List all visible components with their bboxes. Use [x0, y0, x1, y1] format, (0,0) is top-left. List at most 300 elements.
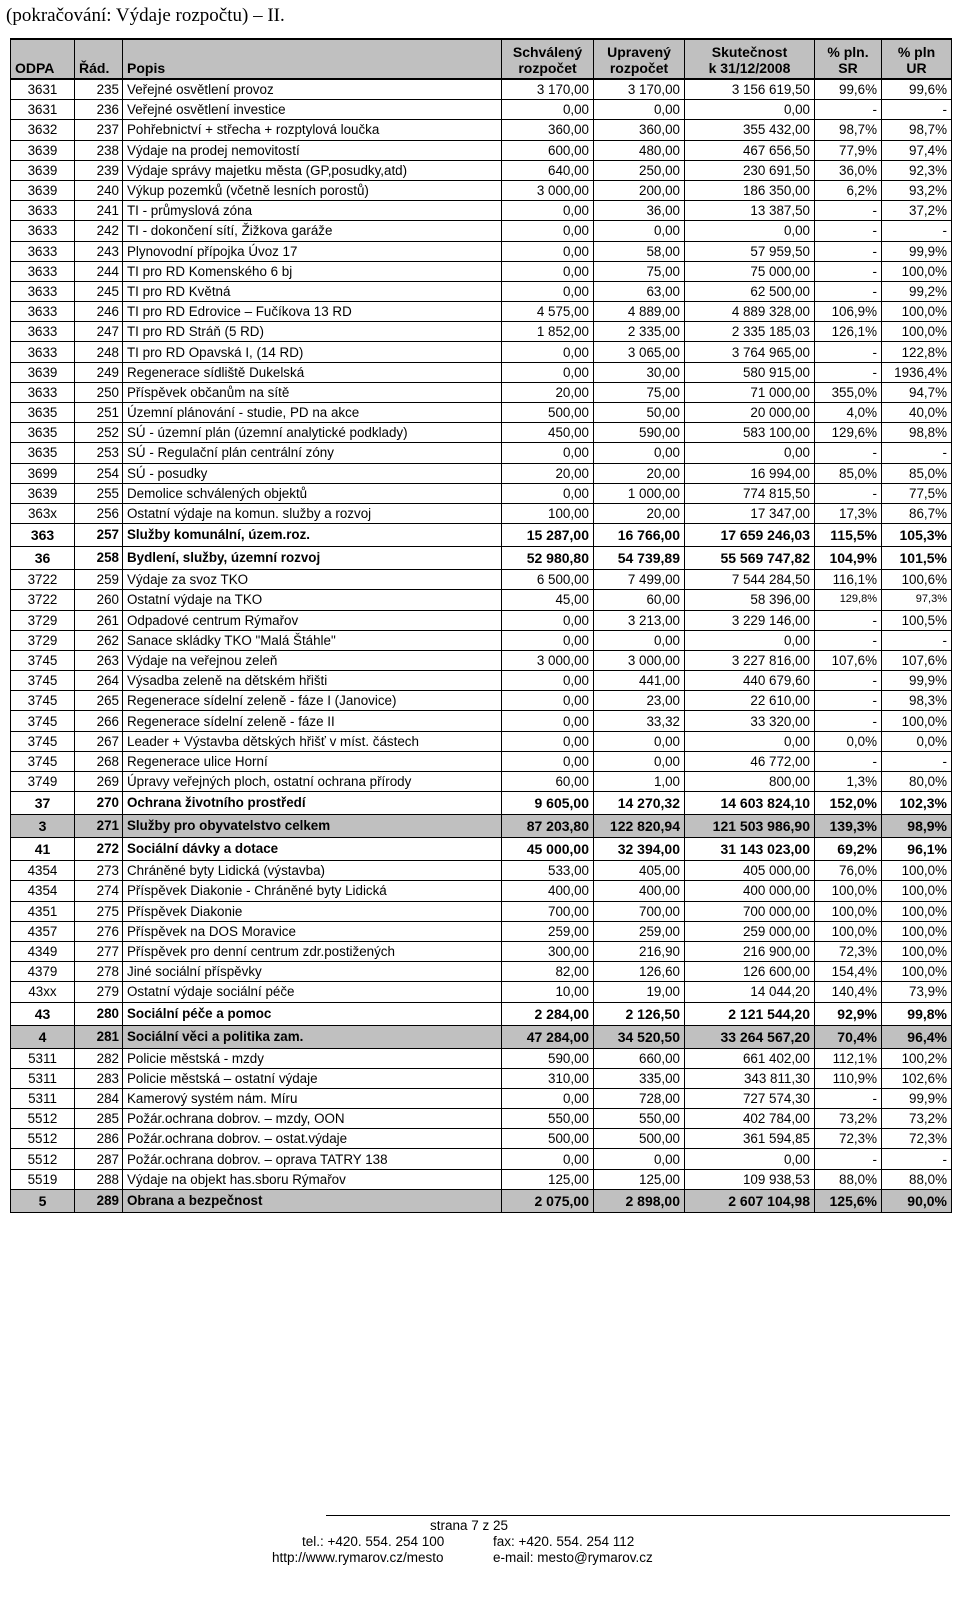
footer-website-link[interactable]: http://www.rymarov.cz/mesto: [272, 1550, 444, 1565]
table-row: [11, 731, 952, 751]
cell-upraveny: 0,00: [594, 751, 685, 771]
cell-skutecnost: 16 994,00: [685, 463, 815, 483]
cell-pln-sr: 72,3%: [815, 1129, 882, 1149]
table-row: [11, 861, 952, 881]
cell-schvaleny: 3 000,00: [502, 650, 594, 670]
footer-phone: tel.: +420. 554. 254 100: [302, 1534, 445, 1549]
cell-rad: 261: [75, 610, 123, 630]
cell-pln-sr: -: [815, 751, 882, 771]
cell-odpa: 5512: [11, 1149, 75, 1169]
cell-odpa: 3722: [11, 570, 75, 590]
cell-pln-ur: 73,9%: [882, 982, 952, 1002]
cell-upraveny: 63,00: [594, 281, 685, 301]
table-row: [11, 1189, 952, 1212]
cell-popis: Ostatní výdaje sociální péče: [123, 982, 502, 1002]
cell-pln-ur: 100,0%: [882, 322, 952, 342]
cell-upraveny: 16 766,00: [594, 524, 685, 547]
table-row: [11, 982, 952, 1002]
cell-skutecnost: 0,00: [685, 100, 815, 120]
cell-pln-sr: 104,9%: [815, 547, 882, 570]
cell-pln-ur: 77,5%: [882, 483, 952, 503]
cell-schvaleny: 0,00: [502, 342, 594, 362]
table-row: [11, 443, 952, 463]
cell-schvaleny: 0,00: [502, 711, 594, 731]
table-row: [11, 1002, 952, 1025]
cell-odpa: 4351: [11, 901, 75, 921]
header-skutecnost: [685, 39, 815, 79]
header-schvaleny-line1: Schválený: [512, 44, 583, 60]
footer-divider: [326, 1515, 950, 1516]
cell-pln-sr: 85,0%: [815, 463, 882, 483]
cell-skutecnost: 71 000,00: [685, 382, 815, 402]
cell-rad: 240: [75, 180, 123, 200]
header-pln-sr: [815, 39, 882, 79]
table-row: [11, 221, 952, 241]
cell-popis: Požár.ochrana dobrov. – mzdy, OON: [123, 1109, 502, 1129]
cell-odpa: 5512: [11, 1109, 75, 1129]
table-row: [11, 792, 952, 815]
cell-pln-ur: 88,0%: [882, 1169, 952, 1189]
cell-rad: 275: [75, 901, 123, 921]
cell-popis: SÚ - posudky: [123, 463, 502, 483]
cell-pln-ur: 100,0%: [882, 901, 952, 921]
cell-pln-ur: 73,2%: [882, 1109, 952, 1129]
cell-schvaleny: 2 075,00: [502, 1189, 594, 1212]
cell-pln-sr: -: [815, 1088, 882, 1108]
cell-rad: 248: [75, 342, 123, 362]
cell-rad: 280: [75, 1002, 123, 1025]
cell-skutecnost: 17 659 246,03: [685, 524, 815, 547]
cell-odpa: 3633: [11, 382, 75, 402]
cell-popis: Sanace skládky TKO "Malá Štáhle": [123, 630, 502, 650]
table-row: [11, 281, 952, 301]
cell-rad: 237: [75, 120, 123, 140]
cell-rad: 279: [75, 982, 123, 1002]
cell-skutecnost: 405 000,00: [685, 861, 815, 881]
table-row: [11, 711, 952, 731]
cell-pln-ur: 100,0%: [882, 941, 952, 961]
cell-pln-sr: -: [815, 342, 882, 362]
header-skutecnost-line2: k 31/12/2008: [708, 60, 791, 76]
cell-pln-sr: 4,0%: [815, 403, 882, 423]
cell-upraveny: 20,00: [594, 463, 685, 483]
cell-pln-ur: 98,8%: [882, 423, 952, 443]
cell-odpa: 3633: [11, 281, 75, 301]
table-row: [11, 261, 952, 281]
table-row: [11, 1149, 952, 1169]
cell-popis: Policie městská – ostatní výdaje: [123, 1068, 502, 1088]
cell-pln-sr: -: [815, 261, 882, 281]
cell-rad: 246: [75, 302, 123, 322]
cell-rad: 285: [75, 1109, 123, 1129]
cell-popis: Demolice schválených objektů: [123, 483, 502, 503]
cell-rad: 256: [75, 503, 123, 523]
cell-rad: 288: [75, 1169, 123, 1189]
cell-schvaleny: 0,00: [502, 241, 594, 261]
cell-odpa: 3639: [11, 483, 75, 503]
cell-pln-ur: 97,4%: [882, 140, 952, 160]
cell-pln-ur: 100,0%: [882, 861, 952, 881]
cell-schvaleny: 0,00: [502, 483, 594, 503]
cell-popis: Odpadové centrum Rýmařov: [123, 610, 502, 630]
cell-pln-sr: 1,3%: [815, 772, 882, 792]
cell-pln-sr: 115,5%: [815, 524, 882, 547]
cell-rad: 268: [75, 751, 123, 771]
cell-pln-ur: 100,0%: [882, 921, 952, 941]
cell-schvaleny: 0,00: [502, 731, 594, 751]
table-row: [11, 342, 952, 362]
cell-popis: TI pro RD Stráň (5 RD): [123, 322, 502, 342]
cell-odpa: 3635: [11, 443, 75, 463]
cell-pln-ur: 107,6%: [882, 650, 952, 670]
cell-rad: 260: [75, 590, 123, 610]
cell-upraveny: 19,00: [594, 982, 685, 1002]
cell-popis: Výdaje správy majetku města (GP,posudky,atd): [123, 160, 502, 180]
cell-popis: Služby pro obyvatelstvo celkem: [123, 815, 502, 838]
table-row: [11, 751, 952, 771]
cell-skutecnost: 583 100,00: [685, 423, 815, 443]
cell-pln-sr: -: [815, 1149, 882, 1169]
table-row: [11, 423, 952, 443]
cell-schvaleny: 600,00: [502, 140, 594, 160]
cell-skutecnost: 0,00: [685, 731, 815, 751]
table-header: [11, 39, 952, 79]
cell-popis: Ostatní výdaje na TKO: [123, 590, 502, 610]
cell-pln-sr: 355,0%: [815, 382, 882, 402]
cell-schvaleny: 533,00: [502, 861, 594, 881]
cell-upraveny: 14 270,32: [594, 792, 685, 815]
cell-pln-sr: -: [815, 610, 882, 630]
cell-schvaleny: 60,00: [502, 772, 594, 792]
cell-popis: Výsadba zeleně na dětském hřišti: [123, 671, 502, 691]
cell-pln-sr: 139,3%: [815, 815, 882, 838]
cell-schvaleny: 1 852,00: [502, 322, 594, 342]
table-row: [11, 941, 952, 961]
cell-rad: 262: [75, 630, 123, 650]
cell-rad: 247: [75, 322, 123, 342]
cell-skutecnost: 46 772,00: [685, 751, 815, 771]
cell-skutecnost: 186 350,00: [685, 180, 815, 200]
cell-schvaleny: 4 575,00: [502, 302, 594, 322]
cell-pln-ur: 0,0%: [882, 731, 952, 751]
cell-upraveny: 0,00: [594, 100, 685, 120]
cell-pln-sr: 88,0%: [815, 1169, 882, 1189]
table-row: [11, 1129, 952, 1149]
cell-schvaleny: 2 284,00: [502, 1002, 594, 1025]
cell-pln-ur: 100,2%: [882, 1048, 952, 1068]
table-row: [11, 691, 952, 711]
cell-pln-sr: 73,2%: [815, 1109, 882, 1129]
cell-pln-sr: -: [815, 483, 882, 503]
cell-pln-ur: -: [882, 221, 952, 241]
cell-upraveny: 0,00: [594, 630, 685, 650]
cell-schvaleny: 590,00: [502, 1048, 594, 1068]
cell-popis: Příspěvek Diakonie - Chráněné byty Lidická: [123, 881, 502, 901]
cell-schvaleny: 0,00: [502, 221, 594, 241]
cell-pln-ur: 72,3%: [882, 1129, 952, 1149]
cell-pln-sr: 107,6%: [815, 650, 882, 670]
cell-pln-sr: 129,8%: [815, 590, 882, 610]
cell-rad: 267: [75, 731, 123, 751]
cell-odpa: 3633: [11, 241, 75, 261]
cell-skutecnost: 0,00: [685, 443, 815, 463]
cell-rad: 273: [75, 861, 123, 881]
cell-pln-sr: 100,0%: [815, 921, 882, 941]
table-row: [11, 483, 952, 503]
cell-pln-sr: -: [815, 443, 882, 463]
cell-schvaleny: 259,00: [502, 921, 594, 941]
cell-skutecnost: 17 347,00: [685, 503, 815, 523]
cell-skutecnost: 62 500,00: [685, 281, 815, 301]
cell-odpa: 3633: [11, 221, 75, 241]
cell-schvaleny: 47 284,00: [502, 1025, 594, 1048]
cell-odpa: 41: [11, 838, 75, 861]
cell-schvaleny: 82,00: [502, 962, 594, 982]
cell-skutecnost: 121 503 986,90: [685, 815, 815, 838]
cell-upraveny: 36,00: [594, 201, 685, 221]
cell-popis: SÚ - Regulační plán centrální zóny: [123, 443, 502, 463]
cell-skutecnost: 2 121 544,20: [685, 1002, 815, 1025]
cell-popis: TI pro RD Edrovice – Fučíkova 13 RD: [123, 302, 502, 322]
table-row: [11, 921, 952, 941]
cell-schvaleny: 450,00: [502, 423, 594, 443]
cell-popis: Veřejné osvětlení investice: [123, 100, 502, 120]
cell-upraveny: 0,00: [594, 1149, 685, 1169]
cell-rad: 250: [75, 382, 123, 402]
cell-skutecnost: 774 815,50: [685, 483, 815, 503]
cell-skutecnost: 22 610,00: [685, 691, 815, 711]
cell-popis: TI pro RD Komenského 6 bj: [123, 261, 502, 281]
table-row: [11, 901, 952, 921]
cell-skutecnost: 33 264 567,20: [685, 1025, 815, 1048]
cell-skutecnost: 4 889 328,00: [685, 302, 815, 322]
cell-pln-ur: -: [882, 100, 952, 120]
cell-schvaleny: 52 980,80: [502, 547, 594, 570]
cell-schvaleny: 0,00: [502, 691, 594, 711]
cell-upraveny: 0,00: [594, 443, 685, 463]
cell-schvaleny: 700,00: [502, 901, 594, 921]
cell-popis: TI pro RD Květná: [123, 281, 502, 301]
cell-pln-sr: -: [815, 100, 882, 120]
cell-schvaleny: 15 287,00: [502, 524, 594, 547]
cell-pln-ur: 98,9%: [882, 815, 952, 838]
header-popis: Popis: [123, 39, 502, 79]
cell-rad: 242: [75, 221, 123, 241]
cell-pln-ur: 96,4%: [882, 1025, 952, 1048]
cell-rad: 252: [75, 423, 123, 443]
cell-popis: Ostatní výdaje na komun. služby a rozvoj: [123, 503, 502, 523]
cell-schvaleny: 0,00: [502, 362, 594, 382]
cell-schvaleny: 300,00: [502, 941, 594, 961]
cell-pln-ur: 100,0%: [882, 962, 952, 982]
cell-odpa: 5311: [11, 1068, 75, 1088]
cell-pln-ur: 90,0%: [882, 1189, 952, 1212]
table-row: [11, 120, 952, 140]
cell-upraveny: 216,90: [594, 941, 685, 961]
page-title: (pokračování: Výdaje rozpočtu) – II.: [6, 5, 285, 26]
cell-pln-ur: 100,0%: [882, 711, 952, 731]
table-row: [11, 650, 952, 670]
table-row: [11, 570, 952, 590]
footer-email-link[interactable]: e-mail: mesto@rymarov.cz: [493, 1550, 653, 1565]
header-pln-ur-line2: UR: [906, 60, 927, 76]
cell-pln-ur: 101,5%: [882, 547, 952, 570]
cell-popis: TI - dokončení sítí, Žižkova garáže: [123, 221, 502, 241]
cell-pln-sr: 100,0%: [815, 881, 882, 901]
table-row: [11, 1109, 952, 1129]
cell-upraveny: 700,00: [594, 901, 685, 921]
cell-upraveny: 7 499,00: [594, 570, 685, 590]
cell-popis: Veřejné osvětlení provoz: [123, 79, 502, 100]
cell-upraveny: 550,00: [594, 1109, 685, 1129]
cell-upraveny: 58,00: [594, 241, 685, 261]
table-row: [11, 671, 952, 691]
cell-popis: Výdaje za svoz TKO: [123, 570, 502, 590]
cell-rad: 274: [75, 881, 123, 901]
cell-rad: 238: [75, 140, 123, 160]
table-row: [11, 772, 952, 792]
header-schvaleny-line2: rozpočet: [518, 60, 577, 76]
table-row: [11, 1088, 952, 1108]
cell-schvaleny: 6 500,00: [502, 570, 594, 590]
cell-upraveny: 728,00: [594, 1088, 685, 1108]
cell-rad: 286: [75, 1129, 123, 1149]
cell-odpa: 3722: [11, 590, 75, 610]
cell-popis: Výdaje na objekt has.sboru Rýmařov: [123, 1169, 502, 1189]
cell-upraveny: 1,00: [594, 772, 685, 792]
cell-rad: 257: [75, 524, 123, 547]
cell-popis: Příspěvek Diakonie: [123, 901, 502, 921]
cell-popis: TI pro RD Opavská I, (14 RD): [123, 342, 502, 362]
cell-rad: 235: [75, 79, 123, 100]
cell-pln-sr: 106,9%: [815, 302, 882, 322]
cell-odpa: 37: [11, 792, 75, 815]
cell-skutecnost: 800,00: [685, 772, 815, 792]
cell-odpa: 3632: [11, 120, 75, 140]
table-row: [11, 815, 952, 838]
cell-rad: 284: [75, 1088, 123, 1108]
cell-rad: 265: [75, 691, 123, 711]
cell-pln-ur: -: [882, 630, 952, 650]
cell-upraveny: 480,00: [594, 140, 685, 160]
cell-pln-sr: 154,4%: [815, 962, 882, 982]
cell-odpa: 5311: [11, 1088, 75, 1108]
table-row: [11, 382, 952, 402]
cell-odpa: 3639: [11, 362, 75, 382]
cell-odpa: 5512: [11, 1129, 75, 1149]
cell-upraveny: 23,00: [594, 691, 685, 711]
cell-rad: 258: [75, 547, 123, 570]
cell-skutecnost: 259 000,00: [685, 921, 815, 941]
cell-odpa: 3631: [11, 100, 75, 120]
cell-popis: Výdaje na prodej nemovitostí: [123, 140, 502, 160]
cell-upraveny: 3 065,00: [594, 342, 685, 362]
cell-pln-ur: 99,6%: [882, 79, 952, 100]
cell-skutecnost: 402 784,00: [685, 1109, 815, 1129]
cell-pln-ur: 98,3%: [882, 691, 952, 711]
cell-popis: Požár.ochrana dobrov. – ostat.výdaje: [123, 1129, 502, 1149]
cell-upraveny: 590,00: [594, 423, 685, 443]
cell-odpa: 43: [11, 1002, 75, 1025]
cell-odpa: 3635: [11, 423, 75, 443]
cell-popis: Územní plánování - studie, PD na akce: [123, 403, 502, 423]
table-row: [11, 160, 952, 180]
cell-pln-ur: 86,7%: [882, 503, 952, 523]
cell-schvaleny: 3 000,00: [502, 180, 594, 200]
cell-schvaleny: 10,00: [502, 982, 594, 1002]
cell-odpa: 3633: [11, 261, 75, 281]
cell-odpa: 3745: [11, 711, 75, 731]
cell-skutecnost: 216 900,00: [685, 941, 815, 961]
cell-pln-sr: 70,4%: [815, 1025, 882, 1048]
cell-pln-ur: 94,7%: [882, 382, 952, 402]
cell-odpa: 3635: [11, 403, 75, 423]
cell-pln-sr: -: [815, 630, 882, 650]
table-row: [11, 610, 952, 630]
table-row: [11, 962, 952, 982]
cell-skutecnost: 109 938,53: [685, 1169, 815, 1189]
cell-rad: 251: [75, 403, 123, 423]
cell-rad: 245: [75, 281, 123, 301]
cell-rad: 236: [75, 100, 123, 120]
cell-odpa: 4349: [11, 941, 75, 961]
cell-pln-sr: 99,6%: [815, 79, 882, 100]
cell-schvaleny: 0,00: [502, 281, 594, 301]
cell-pln-sr: 100,0%: [815, 901, 882, 921]
cell-odpa: 3639: [11, 160, 75, 180]
cell-rad: 278: [75, 962, 123, 982]
cell-skutecnost: 2 607 104,98: [685, 1189, 815, 1212]
header-pln-sr-line2: SR: [838, 60, 858, 76]
cell-skutecnost: 0,00: [685, 1149, 815, 1169]
cell-skutecnost: 7 544 284,50: [685, 570, 815, 590]
cell-popis: Obrana a bezpečnost: [123, 1189, 502, 1212]
cell-pln-ur: -: [882, 443, 952, 463]
cell-schvaleny: 0,00: [502, 1088, 594, 1108]
cell-upraveny: 250,00: [594, 160, 685, 180]
cell-popis: Bydlení, služby, územní rozvoj: [123, 547, 502, 570]
cell-upraveny: 20,00: [594, 503, 685, 523]
cell-schvaleny: 500,00: [502, 1129, 594, 1149]
cell-pln-sr: 112,1%: [815, 1048, 882, 1068]
cell-skutecnost: 126 600,00: [685, 962, 815, 982]
cell-odpa: 3745: [11, 650, 75, 670]
cell-popis: Sociální dávky a dotace: [123, 838, 502, 861]
cell-pln-sr: 17,3%: [815, 503, 882, 523]
cell-odpa: 4: [11, 1025, 75, 1048]
cell-skutecnost: 355 432,00: [685, 120, 815, 140]
cell-upraveny: 0,00: [594, 221, 685, 241]
cell-schvaleny: 100,00: [502, 503, 594, 523]
cell-rad: 283: [75, 1068, 123, 1088]
cell-schvaleny: 20,00: [502, 463, 594, 483]
cell-pln-sr: -: [815, 362, 882, 382]
cell-popis: Výkup pozemků (včetně lesních porostů): [123, 180, 502, 200]
cell-upraveny: 3 000,00: [594, 650, 685, 670]
cell-skutecnost: 14 044,20: [685, 982, 815, 1002]
cell-upraveny: 1 000,00: [594, 483, 685, 503]
cell-odpa: 4379: [11, 962, 75, 982]
cell-popis: Sociální péče a pomoc: [123, 1002, 502, 1025]
cell-popis: Plynovodní přípojka Úvoz 17: [123, 241, 502, 261]
cell-rad: 281: [75, 1025, 123, 1048]
cell-schvaleny: 0,00: [502, 630, 594, 650]
cell-skutecnost: 57 959,50: [685, 241, 815, 261]
cell-schvaleny: 360,00: [502, 120, 594, 140]
table-row: [11, 241, 952, 261]
cell-skutecnost: 55 569 747,82: [685, 547, 815, 570]
footer-page-number: strana 7 z 25: [430, 1518, 509, 1533]
